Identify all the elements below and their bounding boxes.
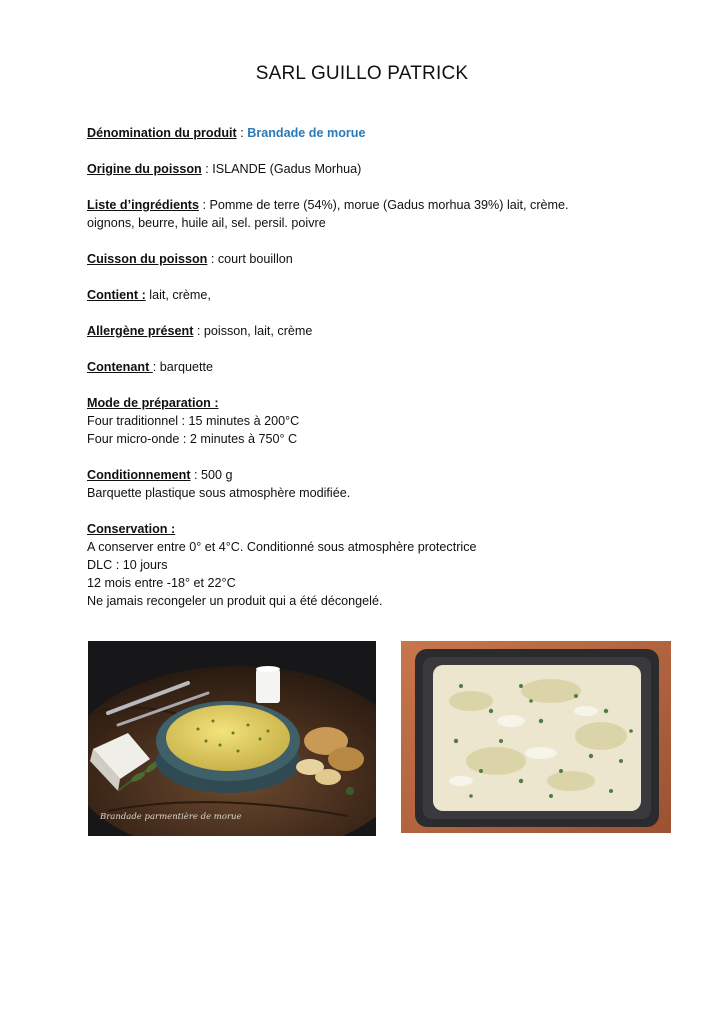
photo-brandade-bowl (88, 641, 376, 836)
field-ingredients-line2: oignons, beurre, huile ail, sel. persil. poivre (87, 216, 326, 230)
conditionnement-line2: Barquette plastique sous atmosphère modifiée. (87, 486, 351, 500)
field-value: 500 g (201, 468, 233, 482)
product-name: Brandade de morue (247, 126, 366, 140)
separator: : (198, 198, 210, 212)
field-label: Origine du poisson (87, 162, 202, 176)
conservation-line: 12 mois entre -18° et 22°C (87, 576, 236, 590)
field-value: poisson, lait, crème (203, 324, 313, 338)
separator: : (236, 126, 248, 140)
field-value: court bouillon (217, 252, 293, 266)
field-label: Contenant (87, 360, 153, 374)
separator: : (207, 252, 218, 266)
field-contenant (87, 358, 647, 376)
mode-line: Four traditionnel : 15 minutes à 200°C (87, 414, 300, 428)
field-denomination (87, 124, 647, 142)
field-label: Dénomination du produit (87, 126, 237, 140)
field-label: Conditionnement (87, 468, 191, 482)
field-conditionnement (87, 466, 647, 484)
field-origine (87, 160, 647, 178)
field-allergene (87, 322, 647, 340)
separator: : (152, 360, 160, 374)
conservation-line: DLC : 10 jours (87, 558, 168, 572)
field-value: Pomme de terre (54%), morue (Gadus morhua 39%) lait, crème. (209, 198, 569, 212)
separator: : (201, 162, 213, 176)
field-label: Liste d’ingrédients (87, 198, 199, 212)
separator: : (190, 468, 202, 482)
field-cuisson (87, 250, 647, 268)
photo-brandade-tray (401, 641, 671, 833)
separator: : (193, 324, 204, 338)
field-conservation (87, 520, 647, 538)
field-label: Cuisson du poisson (87, 252, 208, 266)
field-value: barquette (159, 360, 213, 374)
field-value: ISLANDE (Gadus Morhua) (212, 162, 362, 176)
field-value: lait, crème, (149, 288, 211, 302)
field-label: Conservation : (87, 522, 176, 536)
conservation-line: A conserver entre 0° et 4°C. Conditionné sous atmosphère protectrice (87, 540, 477, 554)
field-contient (87, 286, 647, 304)
product-sheet (87, 124, 647, 610)
photo-caption: Brandade parmentière de morue (100, 812, 242, 822)
mode-line: Four micro-onde : 2 minutes à 750° C (87, 432, 298, 446)
tray-illustration (401, 641, 671, 833)
field-ingredients (87, 196, 647, 214)
page-title: SARL GUILLO PATRICK (255, 63, 469, 84)
photo-illustration (88, 641, 376, 836)
field-label: Allergène présent (87, 324, 194, 338)
field-label: Contient : (87, 288, 146, 302)
conservation-line: Ne jamais recongeler un produit qui a été décongelé. (87, 594, 383, 608)
field-label: Mode de préparation : (87, 396, 219, 410)
field-mode-preparation (87, 394, 647, 412)
